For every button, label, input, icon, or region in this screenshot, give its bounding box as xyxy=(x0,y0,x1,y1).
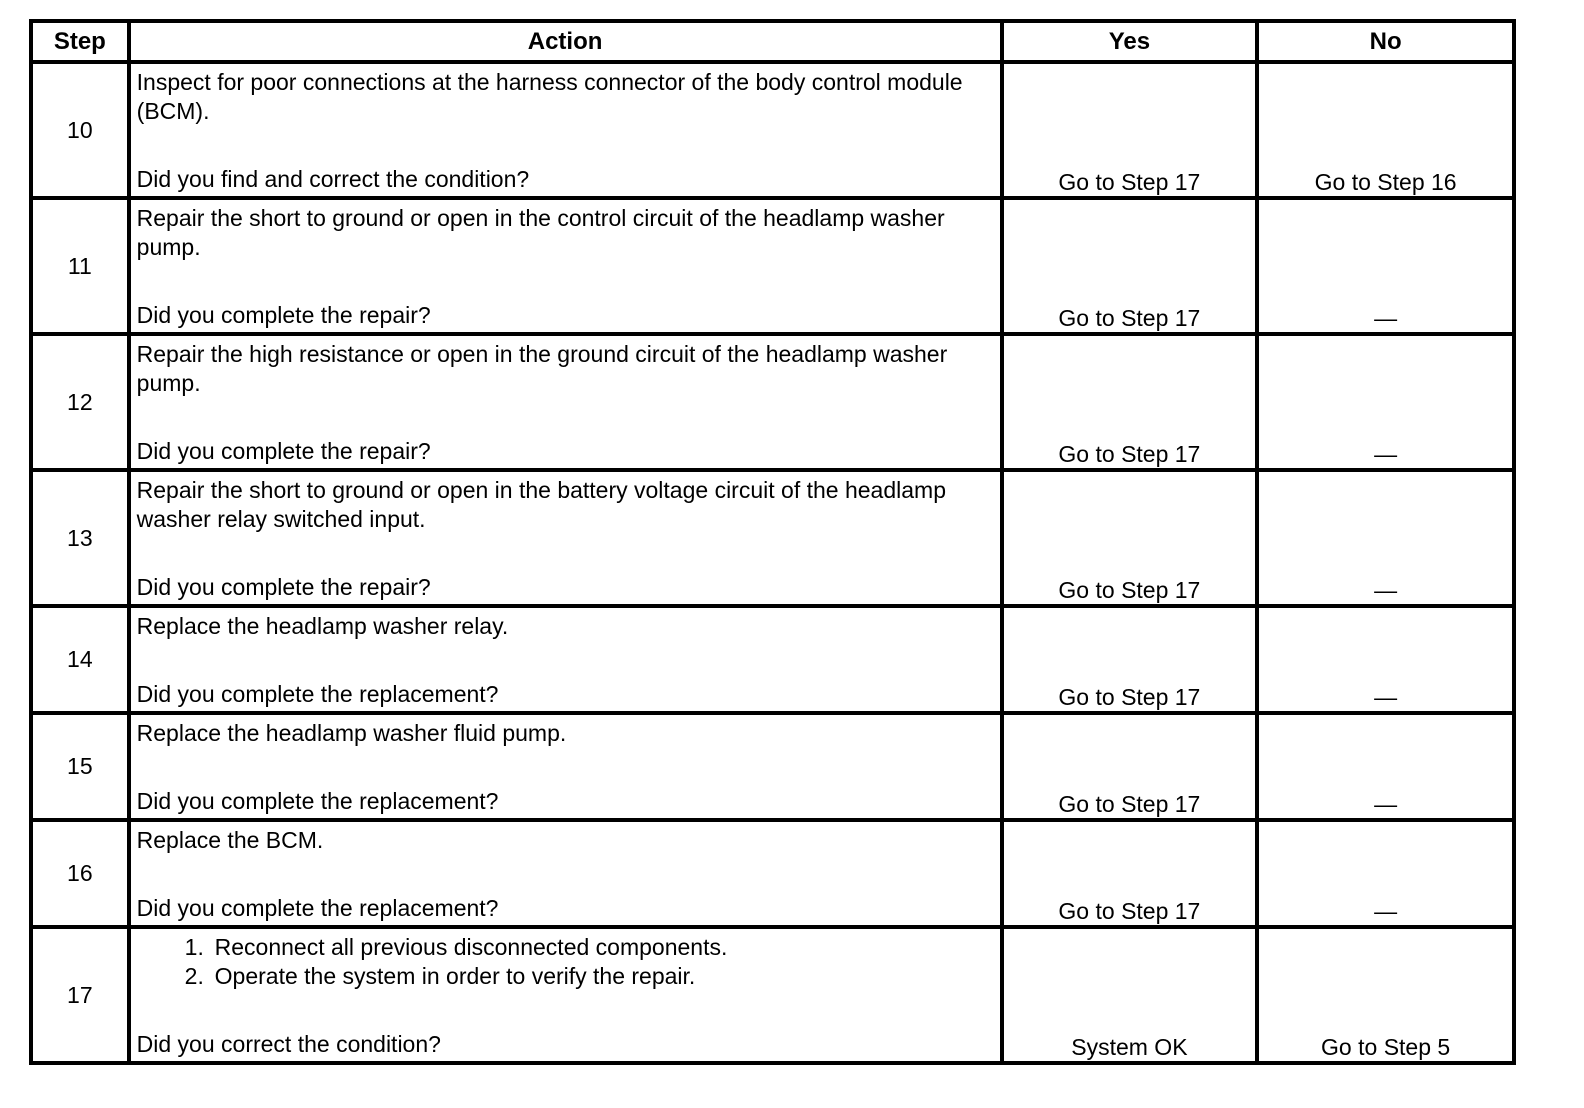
action-question: Did you find and correct the condition? xyxy=(136,166,530,192)
action-cell xyxy=(129,470,1002,606)
no-result: — xyxy=(1257,820,1514,927)
table-row xyxy=(31,470,1514,606)
header-action: Action xyxy=(129,21,1002,62)
diagnostic-table xyxy=(29,19,1516,1065)
action-text: Inspect for poor connections at the harness connector of the body control module (BCM). xyxy=(136,69,963,124)
list-item xyxy=(137,933,994,962)
table-row xyxy=(31,606,1514,713)
action-cell xyxy=(129,198,1002,334)
action-text: Repair the short to ground or open in the control circuit of the headlamp washer pump. xyxy=(136,205,945,260)
header-no: No xyxy=(1257,21,1514,62)
action-steps-list xyxy=(137,933,994,991)
header-row xyxy=(31,21,1514,62)
step-number: 13 xyxy=(31,470,129,606)
yes-result: Go to Step 17 xyxy=(1002,470,1258,606)
table-row xyxy=(31,713,1514,820)
yes-result: Go to Step 17 xyxy=(1002,820,1258,927)
action-question: Did you complete the replacement? xyxy=(136,895,499,921)
yes-result: System OK xyxy=(1002,927,1258,1063)
list-item xyxy=(137,962,994,991)
yes-result: Go to Step 17 xyxy=(1002,713,1258,820)
header-step: Step xyxy=(31,21,129,62)
step-number: 10 xyxy=(31,62,129,198)
step-number: 15 xyxy=(31,713,129,820)
action-question: Did you complete the replacement? xyxy=(136,788,499,814)
action-cell xyxy=(129,927,1002,1063)
no-result: — xyxy=(1257,713,1514,820)
action-cell xyxy=(129,820,1002,927)
action-text: Replace the headlamp washer fluid pump. xyxy=(136,720,567,746)
action-question: Did you complete the replacement? xyxy=(136,681,499,707)
action-question: Did you complete the repair? xyxy=(136,574,431,600)
yes-result: Go to Step 17 xyxy=(1002,334,1258,470)
table-row xyxy=(31,198,1514,334)
table-row xyxy=(31,334,1514,470)
list-item-number: 2. xyxy=(184,963,204,989)
action-text: Repair the short to ground or open in the battery voltage circuit of the headlamp washer relay switched input. xyxy=(136,477,946,532)
list-item-text: Operate the system in order to verify the repair. xyxy=(214,963,696,989)
yes-result: Go to Step 17 xyxy=(1002,606,1258,713)
table-row xyxy=(31,820,1514,927)
step-number: 11 xyxy=(31,198,129,334)
no-result: — xyxy=(1257,606,1514,713)
yes-result: Go to Step 17 xyxy=(1002,198,1258,334)
no-result: — xyxy=(1257,198,1514,334)
step-number: 12 xyxy=(31,334,129,470)
action-text: Replace the BCM. xyxy=(136,827,324,853)
action-cell xyxy=(129,713,1002,820)
step-number: 17 xyxy=(31,927,129,1063)
list-item-text: Reconnect all previous disconnected components. xyxy=(214,934,728,960)
action-cell xyxy=(129,334,1002,470)
action-text: Repair the high resistance or open in the ground circuit of the headlamp washer pump. xyxy=(136,341,948,396)
header-yes: Yes xyxy=(1002,21,1258,62)
yes-result: Go to Step 17 xyxy=(1002,62,1258,198)
action-question: Did you complete the repair? xyxy=(136,302,431,328)
no-result: — xyxy=(1257,334,1514,470)
table-row xyxy=(31,62,1514,198)
list-item-number: 1. xyxy=(184,934,204,960)
action-question: Did you complete the repair? xyxy=(136,438,431,464)
table-row xyxy=(31,927,1514,1063)
action-cell xyxy=(129,62,1002,198)
no-result: Go to Step 5 xyxy=(1257,927,1514,1063)
step-number: 16 xyxy=(31,820,129,927)
action-question: Did you correct the condition? xyxy=(136,1031,441,1057)
action-cell xyxy=(129,606,1002,713)
step-number: 14 xyxy=(31,606,129,713)
no-result: — xyxy=(1257,470,1514,606)
no-result: Go to Step 16 xyxy=(1257,62,1514,198)
action-text: Replace the headlamp washer relay. xyxy=(136,613,509,639)
